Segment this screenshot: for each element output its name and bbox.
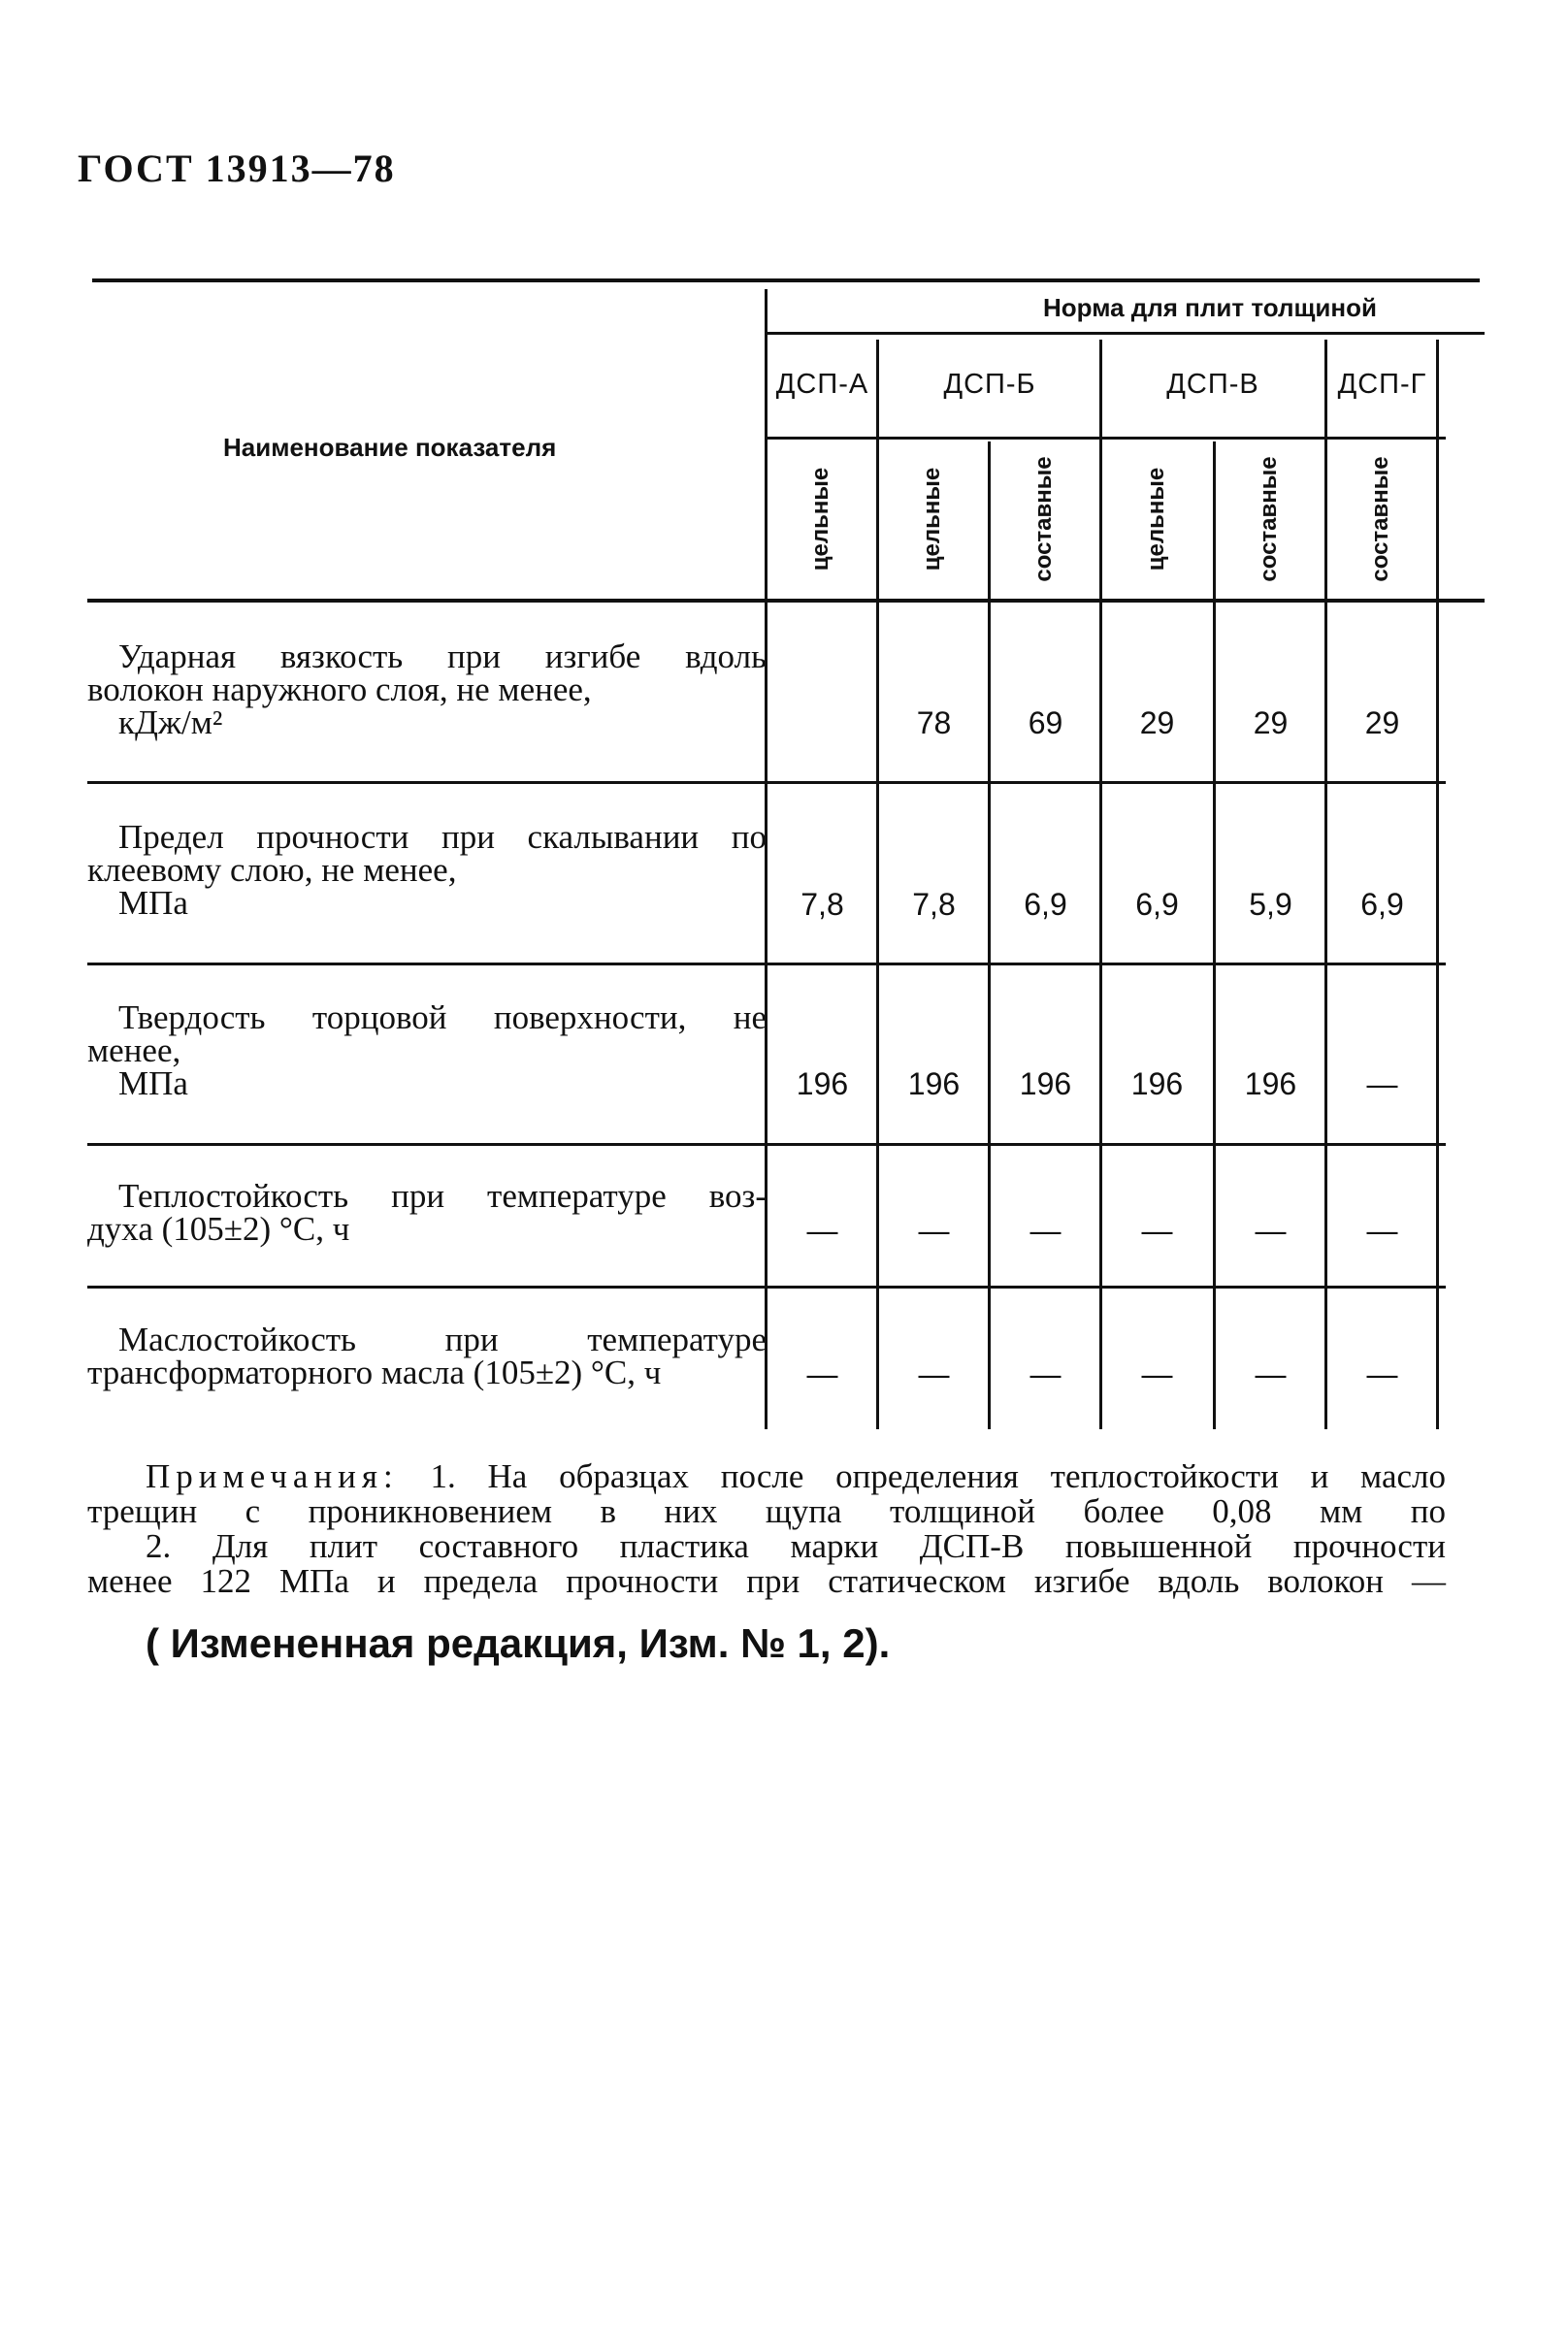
subheader-col-5: составные [1256, 456, 1282, 582]
notes-line-3: 2. Для плит составного пластика марки ДСП-В повышенной прочности [146, 1527, 1446, 1565]
cell-r2-c3: 6,9 [1024, 887, 1067, 922]
cell-r4-c3: — [1029, 1213, 1062, 1248]
cell-r2-c4: 6,9 [1135, 887, 1179, 922]
group-header-dsp-g: ДСП-Г [1337, 369, 1427, 400]
cell-r4-c4: — [1141, 1213, 1173, 1248]
cell-r4-c5: — [1255, 1213, 1287, 1248]
cell-r1-c4: 29 [1139, 705, 1175, 740]
group-header-dsp-v: ДСП-В [1166, 369, 1259, 400]
cell-r5-c4: — [1141, 1356, 1173, 1391]
col-divider-3 [1099, 340, 1102, 1429]
cell-r3-c5: 196 [1244, 1066, 1297, 1101]
cell-r5-c6: — [1366, 1356, 1398, 1391]
cell-r1-c6: 29 [1364, 705, 1400, 740]
subheader-col-6: составные [1367, 456, 1393, 582]
subheader-col-2: цельные [919, 467, 945, 571]
norm-header-rule [767, 332, 1485, 335]
table-top-rule [92, 278, 1480, 282]
cell-r3-c6: — [1366, 1066, 1398, 1101]
notes-label: Примечания: [146, 1457, 399, 1495]
subheader-col-1: цельные [807, 467, 833, 571]
row-name-end-hardness: Твердость торцовой поверхности, не менее, МПа [87, 998, 767, 1102]
document-code: ГОСТ 13913—78 [78, 147, 396, 190]
cell-r2-c5: 5,9 [1249, 887, 1292, 922]
col-divider-5 [1324, 340, 1327, 1429]
cell-r1-c5: 29 [1253, 705, 1289, 740]
cell-r4-c1: — [806, 1213, 838, 1248]
cell-r2-c6: 6,9 [1360, 887, 1404, 922]
cell-r5-c5: — [1255, 1356, 1287, 1391]
cell-r3-c3: 196 [1019, 1066, 1072, 1101]
cell-r5-c3: — [1029, 1356, 1062, 1391]
col-divider-1 [876, 340, 879, 1429]
row-name-heat-resistance: Теплостойкость при температуре воз- духа (105±2) °С, ч [87, 1177, 767, 1248]
cell-r3-c4: 196 [1130, 1066, 1184, 1101]
group-header-rule [767, 437, 1446, 440]
row-name-oil-resistance: Маслостойкость при температуре трансформаторного масла (105±2) °С, ч [87, 1321, 767, 1391]
cell-r3-c1: 196 [796, 1066, 849, 1101]
header-bottom-rule [87, 599, 1485, 603]
col-divider-2 [988, 441, 991, 1429]
amendment-note: ( Измененная редакция, Изм. № 1, 2). [146, 1620, 891, 1666]
notes-line-1: Примечания: 1. На образцах после определения теплостойкости и масло [146, 1457, 1447, 1495]
subheader-col-4: цельные [1143, 467, 1169, 571]
cell-r5-c1: — [806, 1356, 838, 1391]
cell-r1-c3: 69 [1028, 705, 1063, 740]
cell-r5-c2: — [918, 1356, 950, 1391]
col-divider-4 [1213, 441, 1216, 1429]
cell-r2-c2: 7,8 [912, 887, 956, 922]
table-notes [87, 1459, 1446, 1599]
cell-r4-c2: — [918, 1213, 950, 1248]
group-header-dsp-a: ДСП-А [775, 369, 869, 400]
group-header-dsp-b: ДСП-Б [943, 369, 1036, 400]
subheader-col-3: составные [1030, 456, 1057, 582]
notes-line-4: менее 122 МПа и предела прочности при статическом изгибе вдоль волокон — [87, 1562, 1446, 1600]
cell-r1-c2: 78 [916, 705, 952, 740]
cell-r2-c1: 7,8 [800, 887, 844, 922]
row-name-shear-strength: Предел прочности при скалывании по клеевому слою, не менее, МПа [87, 818, 767, 922]
cell-r3-c2: 196 [907, 1066, 961, 1101]
cell-r4-c6: — [1366, 1213, 1398, 1248]
notes-line-2: трещин с проникновением в них щупа толщиной более 0,08 мм по [87, 1492, 1446, 1530]
row-name-impact-strength: Ударная вязкость при изгибе вдоль волокон наружного слоя, не менее, кДж/м² [87, 637, 767, 741]
parameter-name-header: Наименование показателя [223, 433, 557, 462]
col-divider-6 [1436, 340, 1439, 1429]
norm-header: Норма для плит толщиной [1043, 293, 1377, 322]
